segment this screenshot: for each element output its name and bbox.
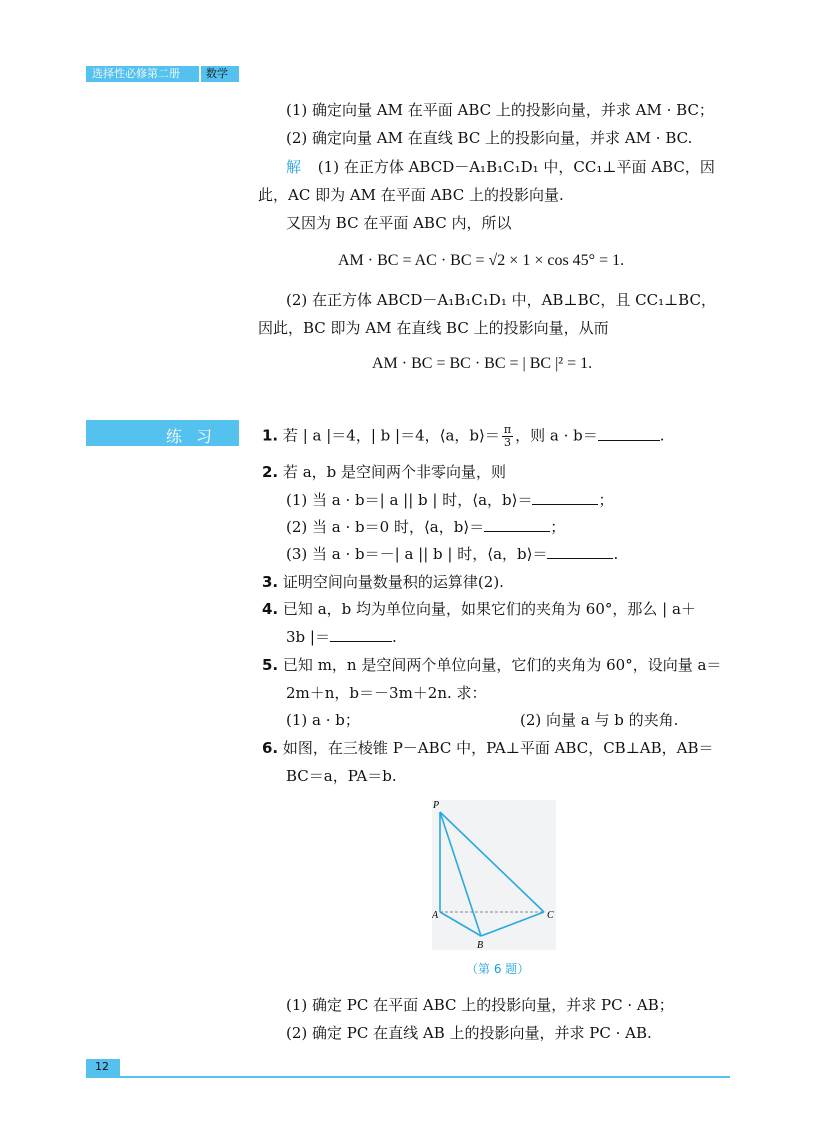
label-C: C [547,910,554,921]
item-number: 6. [262,739,279,757]
practice-item-5 [262,655,721,675]
solution-p2-line1: (2) 在正方体 ABCD－A₁B₁C₁D₁ 中，AB⊥BC，且 CC₁⊥BC， [286,291,716,309]
item-text: 若 a，b 是空间两个非零向量，则 [282,463,507,481]
item-end: . [391,628,397,646]
practice-item-2-1 [286,490,614,510]
practice-item-1 [262,424,665,449]
solution-equation-1: AM · BC = AC · BC = √2 × 1 × cos 45° = 1. [338,252,625,269]
answer-blank[interactable] [547,544,613,559]
practice-item-6 [262,738,714,758]
item-end: . [659,426,665,445]
practice-item-4 [262,599,696,619]
answer-blank[interactable] [484,517,550,532]
answer-blank[interactable] [330,627,392,642]
item-text-b: ，则 a · b＝ [515,426,598,445]
practice-item-2-2 [286,517,565,537]
fraction-top: π [503,423,512,436]
item-text: 若 | a |＝4，| b |＝4，⟨a，b⟩＝ [282,426,500,445]
figure-pyramid [432,800,556,950]
solution-p1-line3: 又因为 BC 在平面 ABC 内，所以 [286,214,512,232]
item-end: ； [550,518,566,536]
item-number: 1. [262,426,279,445]
practice-label: 练习 [166,427,227,446]
example-part-1: (1) 确定向量 AM 在平面 ABC 上的投影向量，并求 AM · BC； [286,101,714,119]
solution-p2-line2: 因此，BC 即为 AM 在直线 BC 上的投影向量，从而 [258,319,609,337]
edge-BC [481,912,544,936]
edge-PB [440,812,481,936]
practice-item-2 [262,462,506,482]
answer-blank[interactable] [532,490,598,505]
solution-equation-2: AM · BC = BC · BC = | BC |² = 1. [372,355,593,372]
edge-PC [440,812,544,912]
fraction [502,424,513,449]
practice-item-5-cont: 2m＋n，b＝－3m＋2n. 求： [286,684,487,702]
solution-label: 解 [286,158,302,176]
practice-item-2-3 [286,544,618,564]
page-number: 12 [95,1060,109,1073]
example-part-2: (2) 确定向量 AM 在直线 BC 上的投影向量，并求 AM · BC. [286,129,693,147]
item-number: 4. [262,600,279,618]
solution-p1-line1-text: (1) 在正方体 ABCD－A₁B₁C₁D₁ 中，CC₁⊥平面 ABC，因 [317,158,715,176]
practice-item-6-cont: BC＝a，PA＝b. [286,767,397,785]
item-text: (1) 当 a · b＝| a || b | 时，⟨a，b⟩＝ [286,491,533,509]
header-subject: 数学 [206,67,228,80]
q6-part-2: (2) 确定 PC 在直线 AB 上的投影向量，并求 PC · AB. [286,1024,652,1042]
q6-part-1: (1) 确定 PC 在平面 ABC 上的投影向量，并求 PC · AB； [286,996,674,1014]
fraction-bottom: 3 [503,436,511,449]
item-number: 3. [262,573,279,591]
practice-item-4-cont [286,627,397,647]
header-book-title: 选择性必修第二册 [92,67,180,80]
item-number: 2. [262,463,279,481]
item-text: 已知 m，n 是空间两个单位向量，它们的夹角为 60°，设向量 a＝ [282,656,722,674]
item-text: 证明空间向量数量积的运算律(2). [282,573,504,591]
footer-line [86,1076,730,1078]
answer-blank[interactable] [598,426,660,441]
item-text: 3b |＝ [286,628,330,646]
item-text: (3) 当 a · b＝－| a || b | 时，⟨a，b⟩＝ [286,545,548,563]
item-number: 5. [262,656,279,674]
practice-item-5-sub1: (1) a · b； [286,711,360,729]
item-end: . [613,545,619,563]
figure-caption: （第 6 题） [466,962,530,976]
practice-item-5-sub2: (2) 向量 a 与 b 的夹角. [520,711,679,729]
label-B: B [477,940,484,950]
label-A: A [432,910,439,921]
item-text: 已知 a，b 均为单位向量，如果它们的夹角为 60°，那么 | a＋ [282,600,696,618]
label-P: P [433,800,440,811]
header-separator [199,66,201,82]
item-text: 如图，在三棱锥 P－ABC 中，PA⊥平面 ABC，CB⊥AB，AB＝ [282,739,714,757]
practice-item-3 [262,572,504,592]
solution-p1-line1 [286,157,715,177]
pyramid-diagram [432,800,556,950]
item-end: ； [598,491,614,509]
item-text: (2) 当 a · b＝0 时，⟨a，b⟩＝ [286,518,485,536]
solution-p1-line2: 此，AC 即为 AM 在平面 ABC 上的投影向量. [258,186,564,204]
